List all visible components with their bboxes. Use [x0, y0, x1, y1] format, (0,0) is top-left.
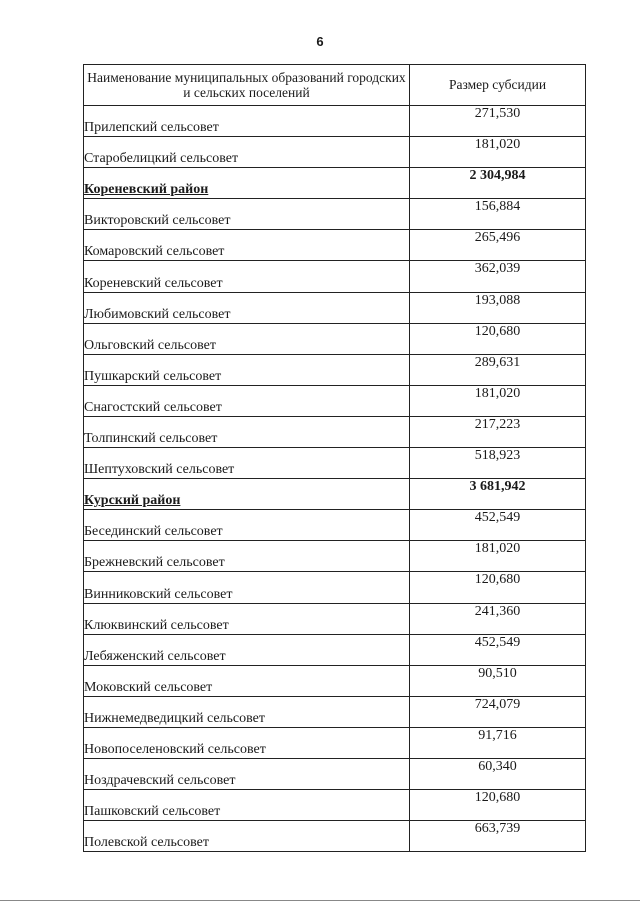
subsidy-amount: 60,340 — [410, 758, 586, 789]
subsidy-amount: 181,020 — [410, 541, 586, 572]
municipality-name: Винниковский сельсовет — [84, 572, 410, 603]
table-row — [84, 510, 586, 541]
municipality-name: Любимовский сельсовет — [84, 292, 410, 323]
municipality-name: Новопоселеновский сельсовет — [84, 727, 410, 758]
municipality-name: Ноздрачевский сельсовет — [84, 758, 410, 789]
municipality-name: Викторовский сельсовет — [84, 199, 410, 230]
table-row — [84, 727, 586, 758]
subsidy-amount: 518,923 — [410, 448, 586, 479]
table-row — [84, 696, 586, 727]
municipality-name: Снагостский сельсовет — [84, 385, 410, 416]
subsidy-amount: 120,680 — [410, 323, 586, 354]
subsidy-amount: 120,680 — [410, 790, 586, 821]
table-row — [84, 572, 586, 603]
municipality-name: Прилепский сельсовет — [84, 106, 410, 137]
municipality-name: Нижнемедведицкий сельсовет — [84, 696, 410, 727]
subsidy-amount: 663,739 — [410, 821, 586, 852]
municipality-name: Лебяженский сельсовет — [84, 634, 410, 665]
subsidy-amount: 181,020 — [410, 137, 586, 168]
district-name: Курский район — [84, 479, 410, 510]
municipality-name: Старобелицкий сельсовет — [84, 137, 410, 168]
subsidy-amount: 181,020 — [410, 385, 586, 416]
municipality-name: Ольговский сельсовет — [84, 323, 410, 354]
municipality-name: Брежневский сельсовет — [84, 541, 410, 572]
subsidy-amount: 271,530 — [410, 106, 586, 137]
subsidy-amount: 241,360 — [410, 603, 586, 634]
subsidy-table — [83, 64, 586, 852]
subsidy-amount: 120,680 — [410, 572, 586, 603]
table-row — [84, 106, 586, 137]
municipality-name: Клюквинский сельсовет — [84, 603, 410, 634]
district-row — [84, 168, 586, 199]
table-row — [84, 603, 586, 634]
table-row — [84, 821, 586, 852]
subsidy-amount: 452,549 — [410, 510, 586, 541]
municipality-name: Полевской сельсовет — [84, 821, 410, 852]
municipality-name: Комаровский сельсовет — [84, 230, 410, 261]
subsidy-amount: 217,223 — [410, 416, 586, 447]
table-row — [84, 354, 586, 385]
district-subsidy-total: 2 304,984 — [410, 168, 586, 199]
table-row — [84, 758, 586, 789]
table-row — [84, 292, 586, 323]
subsidy-amount: 724,079 — [410, 696, 586, 727]
table-row — [84, 448, 586, 479]
table-row — [84, 137, 586, 168]
table-body — [84, 106, 586, 852]
municipality-name: Толпинский сельсовет — [84, 416, 410, 447]
municipality-name: Моковский сельсовет — [84, 665, 410, 696]
table-row — [84, 385, 586, 416]
subsidy-amount: 265,496 — [410, 230, 586, 261]
page-number: 6 — [316, 34, 324, 49]
municipality-name: Пушкарский сельсовет — [84, 354, 410, 385]
table-row — [84, 416, 586, 447]
table-row — [84, 790, 586, 821]
table-header-row — [84, 65, 586, 106]
table-row — [84, 323, 586, 354]
table-row — [84, 261, 586, 292]
header-subsidy-amount: Размер субсидии — [410, 65, 586, 106]
municipality-name: Шептуховский сельсовет — [84, 448, 410, 479]
district-subsidy-total: 3 681,942 — [410, 479, 586, 510]
subsidy-amount: 156,884 — [410, 199, 586, 230]
table-row — [84, 634, 586, 665]
municipality-name: Кореневский сельсовет — [84, 261, 410, 292]
municipality-name: Пашковский сельсовет — [84, 790, 410, 821]
district-row — [84, 479, 586, 510]
subsidy-amount: 289,631 — [410, 354, 586, 385]
table-row — [84, 230, 586, 261]
page-bottom-edge — [0, 900, 640, 901]
subsidy-amount: 452,549 — [410, 634, 586, 665]
table-row — [84, 199, 586, 230]
subsidy-amount: 362,039 — [410, 261, 586, 292]
table-row — [84, 665, 586, 696]
subsidy-amount: 91,716 — [410, 727, 586, 758]
header-municipality: Наименование муниципальных образований городских и сельских поселений — [84, 65, 410, 106]
municipality-name: Бесединский сельсовет — [84, 510, 410, 541]
table-row — [84, 541, 586, 572]
district-name: Кореневский район — [84, 168, 410, 199]
subsidy-amount: 193,088 — [410, 292, 586, 323]
subsidy-amount: 90,510 — [410, 665, 586, 696]
